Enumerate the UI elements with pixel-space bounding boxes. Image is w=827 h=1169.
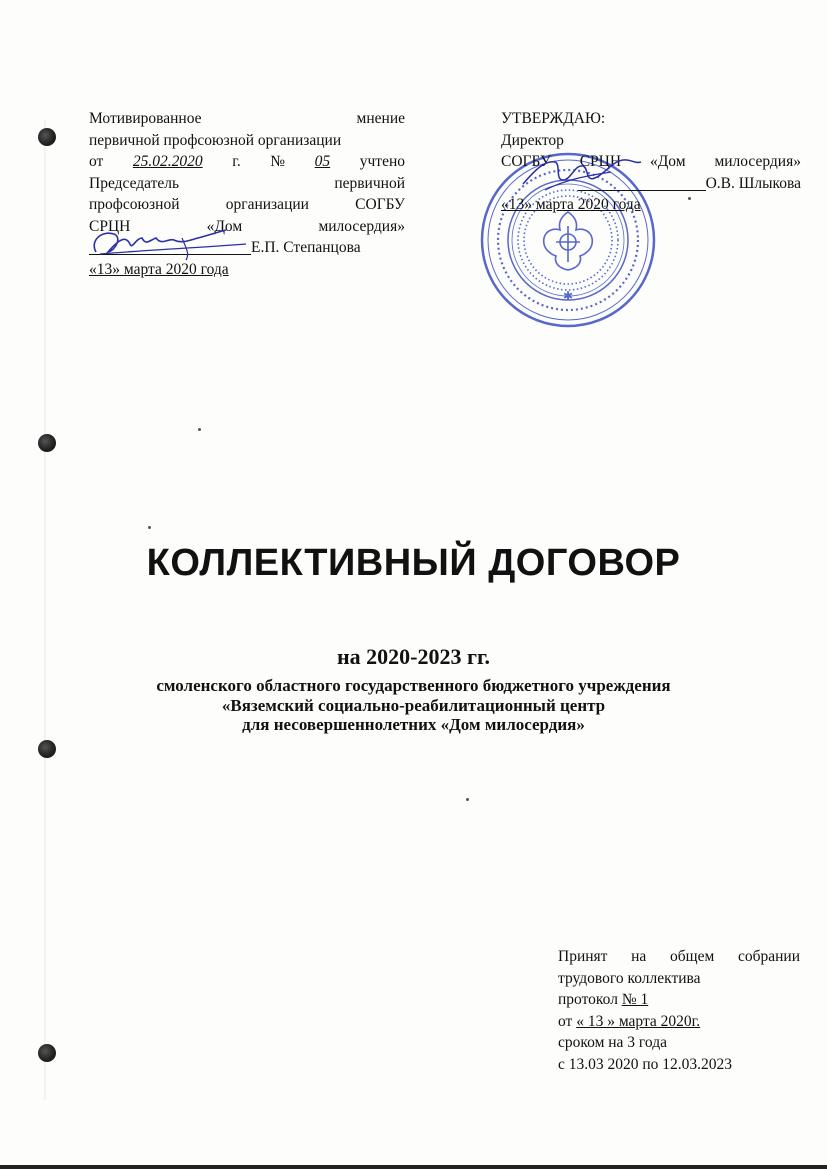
scan-speck xyxy=(148,526,151,529)
approval-date: «13» марта 2020 года xyxy=(501,196,641,213)
acceptance-term: сроком на 3 года xyxy=(558,1034,667,1051)
union-line-5: профсоюзной организации СОГБУ xyxy=(89,196,405,213)
union-line-6: СРЦН «Дом милосердия» xyxy=(89,217,405,235)
scan-edge xyxy=(0,1165,827,1169)
approval-date-line xyxy=(501,194,801,216)
organization-name xyxy=(0,676,827,735)
acceptance-line-3: протокол № 1 xyxy=(558,991,649,1008)
document-title: КОЛЛЕКТИВНЫЙ ДОГОВОР xyxy=(146,542,681,584)
punch-hole xyxy=(38,128,56,146)
svg-text:✱: ✱ xyxy=(562,289,574,303)
acceptance-line-1: Принят на общем собрании xyxy=(558,948,800,965)
approval-org-line: СОГБУ СРЦН «Дом милосердия» xyxy=(501,153,801,170)
director-signature xyxy=(515,150,650,195)
acceptance-line-2: трудового коллектива xyxy=(558,969,701,987)
organization-line: смоленского областного государственного бюджетного учреждения xyxy=(156,676,671,695)
union-opinion-date: 25.02.2020 xyxy=(132,153,203,170)
union-opinion-number: 05 xyxy=(314,153,331,170)
union-signer-name: Е.П. Степанцова xyxy=(251,239,361,256)
director-position: Директор xyxy=(501,131,564,149)
punch-hole xyxy=(38,1044,56,1062)
binding-fold xyxy=(44,120,47,1100)
union-date: «13» марта 2020 года xyxy=(89,260,229,278)
union-line-1: Мотивированное мнение xyxy=(89,110,405,127)
protocol-number: № 1 xyxy=(621,991,649,1008)
union-line-3: от 25.02.2020 г. № 05 учтено xyxy=(89,151,405,173)
acceptance-block xyxy=(558,946,800,1075)
acceptance-validity: с 13.03 2020 по 12.03.2023 xyxy=(558,1055,733,1073)
director-name: О.В. Шлыкова xyxy=(705,174,801,192)
scan-speck xyxy=(198,428,201,431)
union-signature xyxy=(86,224,256,264)
agreement-period: на 2020-2023 гг. xyxy=(336,644,490,669)
union-line-4: Председатель первичной xyxy=(89,174,405,192)
scan-speck xyxy=(466,798,469,801)
acceptance-date: « 13 » марта 2020г. xyxy=(576,1012,701,1030)
punch-hole xyxy=(38,434,56,452)
approve-heading: УТВЕРЖДАЮ: xyxy=(501,110,606,127)
organization-line: «Вяземский социально-реабилитационный центр xyxy=(221,695,606,715)
union-line-2: первичной профсоюзной организации xyxy=(89,131,342,149)
organization-line: для несовершеннолетних «Дом милосердия» xyxy=(242,715,585,734)
acceptance-line-4: от « 13 » марта 2020г. xyxy=(558,1012,701,1030)
punch-hole xyxy=(38,740,56,758)
